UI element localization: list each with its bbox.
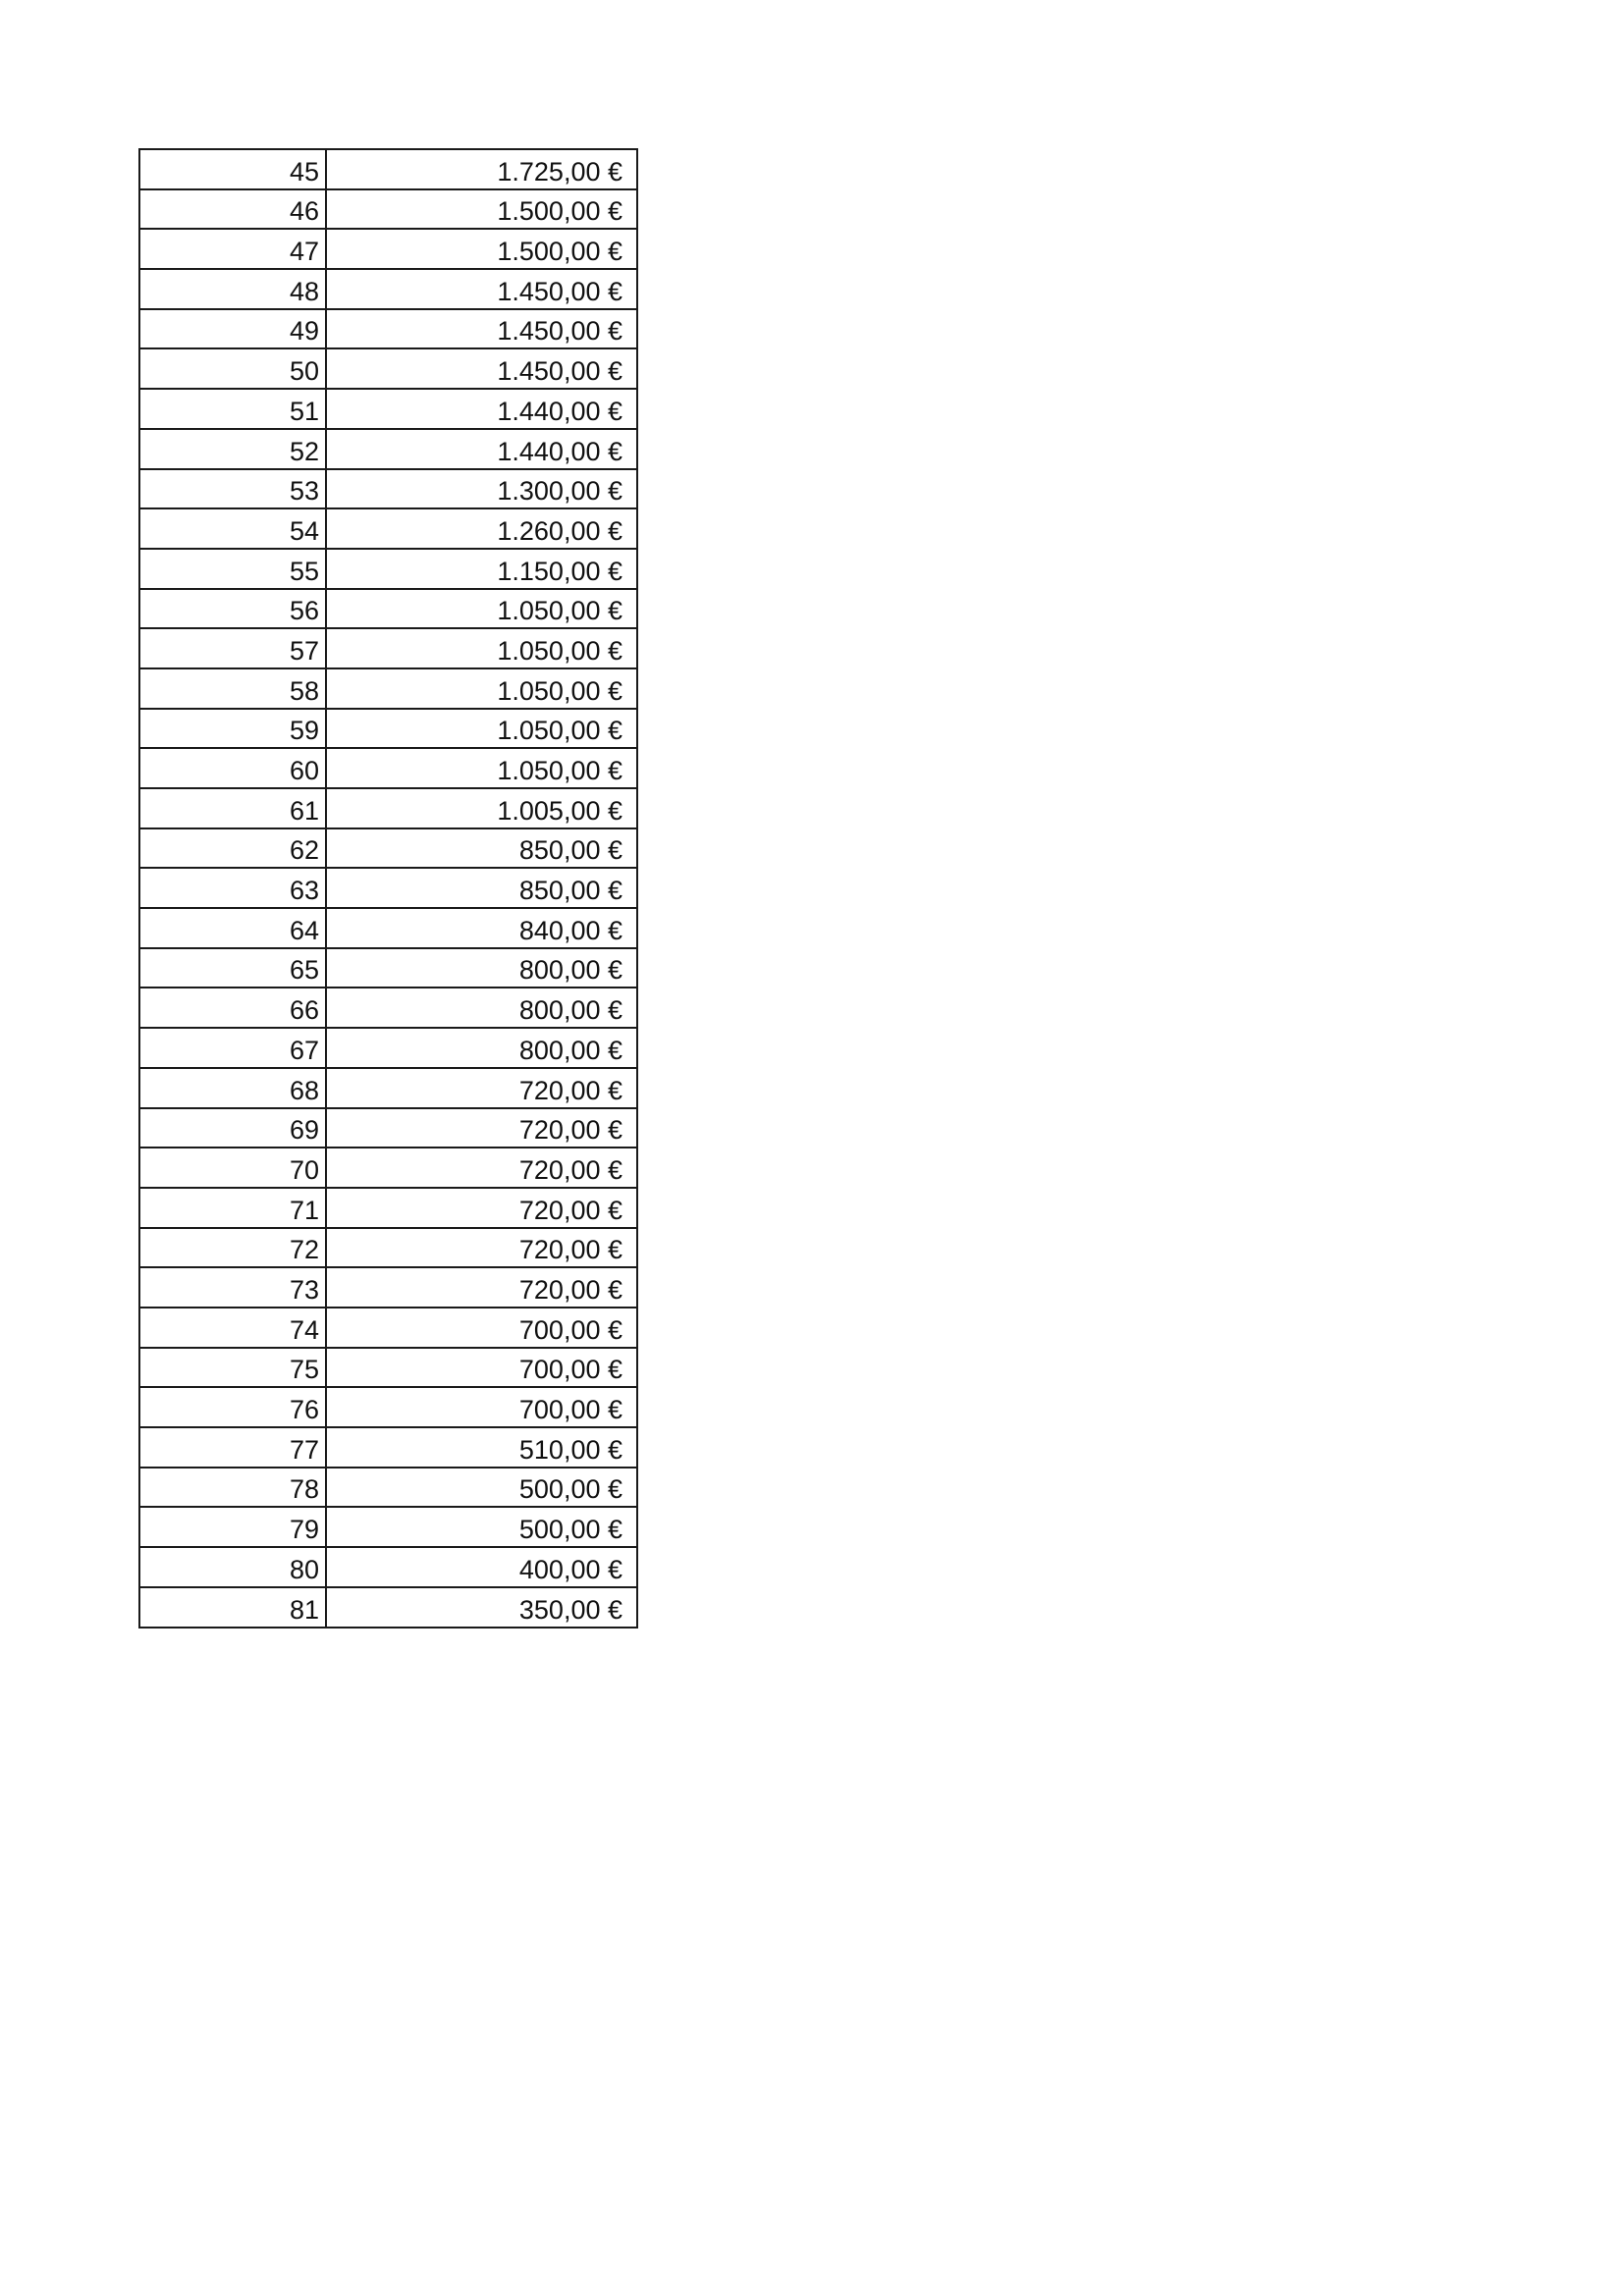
row-number-cell: 55 <box>139 549 326 589</box>
table-row <box>139 668 637 709</box>
row-number-cell: 69 <box>139 1108 326 1148</box>
amount-cell: 850,00 € <box>326 828 637 869</box>
amount-cell: 1.725,00 € <box>326 149 637 189</box>
table-row <box>139 1228 637 1268</box>
row-number-cell: 59 <box>139 709 326 749</box>
amount-cell: 1.440,00 € <box>326 429 637 469</box>
row-number-cell: 56 <box>139 589 326 629</box>
amount-cell: 800,00 € <box>326 948 637 988</box>
amount-cell: 840,00 € <box>326 908 637 948</box>
table-body <box>139 149 637 1628</box>
amount-cell: 1.450,00 € <box>326 348 637 389</box>
table-row <box>139 988 637 1028</box>
row-number-cell: 71 <box>139 1188 326 1228</box>
row-number-cell: 63 <box>139 868 326 908</box>
table-row <box>139 1108 637 1148</box>
row-number-cell: 47 <box>139 229 326 269</box>
row-number-cell: 57 <box>139 628 326 668</box>
table-row <box>139 1427 637 1468</box>
row-number-cell: 73 <box>139 1267 326 1308</box>
row-number-cell: 76 <box>139 1387 326 1427</box>
row-number-cell: 74 <box>139 1308 326 1348</box>
table-row <box>139 389 637 429</box>
amount-cell: 1.050,00 € <box>326 748 637 788</box>
amount-cell: 720,00 € <box>326 1228 637 1268</box>
table-row <box>139 748 637 788</box>
amount-cell: 700,00 € <box>326 1348 637 1388</box>
amount-cell: 1.300,00 € <box>326 469 637 509</box>
table-row <box>139 1028 637 1068</box>
amount-cell: 1.260,00 € <box>326 508 637 549</box>
amount-cell: 1.450,00 € <box>326 269 637 309</box>
table-row <box>139 348 637 389</box>
row-number-cell: 62 <box>139 828 326 869</box>
amount-cell: 850,00 € <box>326 868 637 908</box>
amount-cell: 1.005,00 € <box>326 788 637 828</box>
amount-cell: 1.050,00 € <box>326 668 637 709</box>
table-row <box>139 149 637 189</box>
amount-cell: 800,00 € <box>326 988 637 1028</box>
table-row <box>139 229 637 269</box>
amount-cell: 350,00 € <box>326 1587 637 1628</box>
table-row <box>139 709 637 749</box>
row-number-cell: 54 <box>139 508 326 549</box>
table-row <box>139 868 637 908</box>
table-row <box>139 1188 637 1228</box>
row-number-cell: 61 <box>139 788 326 828</box>
table-row <box>139 1068 637 1108</box>
row-number-cell: 45 <box>139 149 326 189</box>
row-number-cell: 53 <box>139 469 326 509</box>
amount-cell: 720,00 € <box>326 1267 637 1308</box>
row-number-cell: 72 <box>139 1228 326 1268</box>
amount-cell: 1.050,00 € <box>326 628 637 668</box>
row-number-cell: 50 <box>139 348 326 389</box>
table-row <box>139 1547 637 1587</box>
table-row <box>139 908 637 948</box>
table-row <box>139 1387 637 1427</box>
amount-cell: 1.500,00 € <box>326 229 637 269</box>
amount-cell: 1.150,00 € <box>326 549 637 589</box>
table-row <box>139 469 637 509</box>
amount-cell: 1.440,00 € <box>326 389 637 429</box>
row-number-cell: 52 <box>139 429 326 469</box>
table-row <box>139 269 637 309</box>
table-row <box>139 788 637 828</box>
amount-cell: 1.450,00 € <box>326 309 637 349</box>
amount-cell: 500,00 € <box>326 1507 637 1547</box>
amount-cell: 720,00 € <box>326 1108 637 1148</box>
amount-cell: 720,00 € <box>326 1068 637 1108</box>
amount-cell: 720,00 € <box>326 1188 637 1228</box>
table-row <box>139 1587 637 1628</box>
row-number-cell: 67 <box>139 1028 326 1068</box>
data-table <box>138 148 638 1629</box>
amount-cell: 800,00 € <box>326 1028 637 1068</box>
row-number-cell: 48 <box>139 269 326 309</box>
table-row <box>139 508 637 549</box>
table-row <box>139 549 637 589</box>
row-number-cell: 78 <box>139 1468 326 1508</box>
row-number-cell: 81 <box>139 1587 326 1628</box>
amount-cell: 510,00 € <box>326 1427 637 1468</box>
amount-cell: 700,00 € <box>326 1387 637 1427</box>
table-row <box>139 189 637 230</box>
row-number-cell: 58 <box>139 668 326 709</box>
row-number-cell: 65 <box>139 948 326 988</box>
amount-cell: 720,00 € <box>326 1148 637 1188</box>
amount-cell: 1.500,00 € <box>326 189 637 230</box>
table-row <box>139 628 637 668</box>
row-number-cell: 66 <box>139 988 326 1028</box>
amount-cell: 700,00 € <box>326 1308 637 1348</box>
table-row <box>139 1507 637 1547</box>
amount-cell: 400,00 € <box>326 1547 637 1587</box>
row-number-cell: 68 <box>139 1068 326 1108</box>
row-number-cell: 60 <box>139 748 326 788</box>
row-number-cell: 70 <box>139 1148 326 1188</box>
row-number-cell: 49 <box>139 309 326 349</box>
amount-cell: 1.050,00 € <box>326 709 637 749</box>
amount-cell: 1.050,00 € <box>326 589 637 629</box>
row-number-cell: 79 <box>139 1507 326 1547</box>
table-row <box>139 1348 637 1388</box>
amount-cell: 500,00 € <box>326 1468 637 1508</box>
table-row <box>139 429 637 469</box>
row-number-cell: 75 <box>139 1348 326 1388</box>
table-row <box>139 589 637 629</box>
table-row <box>139 1468 637 1508</box>
row-number-cell: 80 <box>139 1547 326 1587</box>
row-number-cell: 64 <box>139 908 326 948</box>
table-row <box>139 1267 637 1308</box>
table-row <box>139 1308 637 1348</box>
table-row <box>139 948 637 988</box>
row-number-cell: 46 <box>139 189 326 230</box>
table-row <box>139 828 637 869</box>
row-number-cell: 77 <box>139 1427 326 1468</box>
row-number-cell: 51 <box>139 389 326 429</box>
table-row <box>139 309 637 349</box>
table-row <box>139 1148 637 1188</box>
